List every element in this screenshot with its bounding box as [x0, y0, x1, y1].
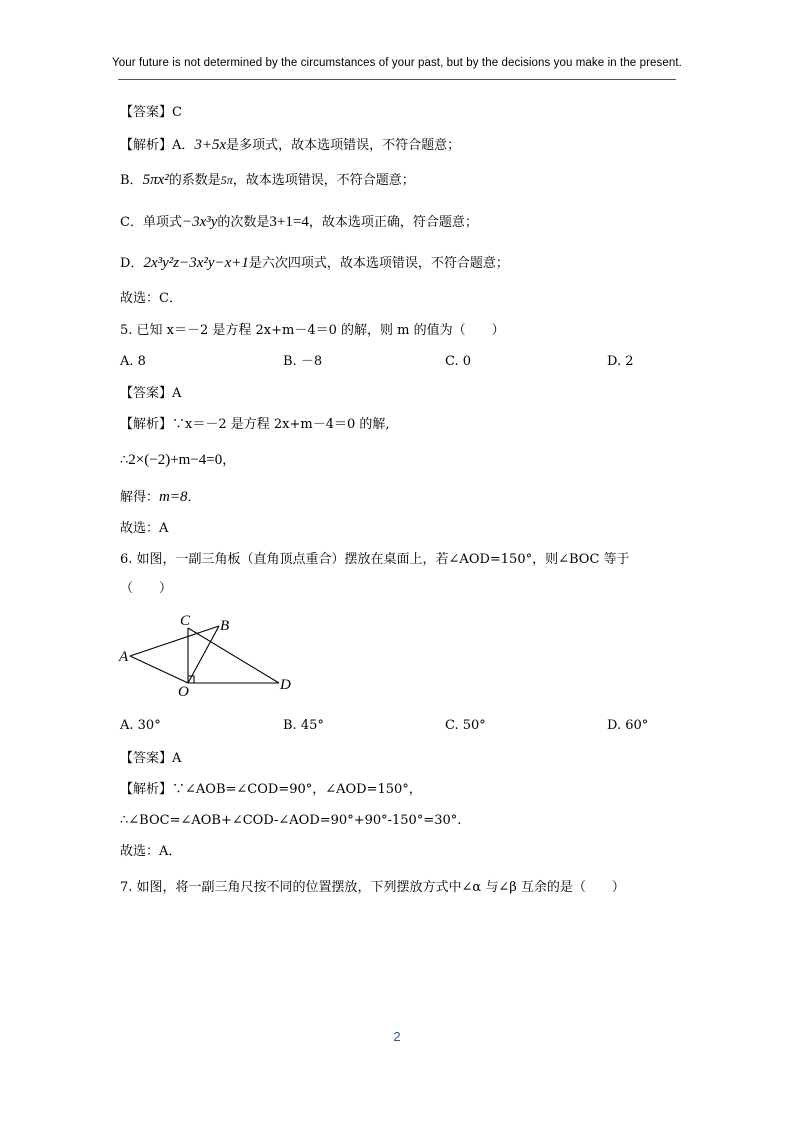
- q5-period: ．: [187, 490, 201, 505]
- q6-analysis-line2: ∴∠BOC=∠AOB+∠COD-∠AOD=90°+90°-150°=30°.: [120, 813, 462, 828]
- label-d: D: [280, 677, 291, 693]
- q4-analysis-d-suffix: 是六次四项式，故本选项错误，不符合题意；: [248, 256, 509, 271]
- q5-solution: m=8: [159, 489, 188, 505]
- q5-analysis-line1: 【解析】∵x＝－2 是方程 2x+m－4＝0 的解,: [120, 417, 390, 432]
- q4-analysis-d-math: 2x³y²z−3x²y−x+1: [143, 255, 249, 271]
- label-b: B: [220, 618, 230, 634]
- q6-option-b: B. 45°: [283, 718, 324, 733]
- q5-option-b: B. －8: [283, 354, 323, 369]
- header-motto: Your future is not determined by the circumstances of your past, but by the decisions you make in the present.: [112, 57, 682, 69]
- q6-answer: 【答案】A: [120, 751, 182, 766]
- q6-options: [120, 717, 680, 735]
- q5-option-d: D. 2: [607, 354, 634, 369]
- q5-answer: 【答案】A: [120, 386, 182, 401]
- q6-option-a: A. 30°: [120, 718, 161, 733]
- q6-triangle-figure: [118, 610, 298, 700]
- q4-analysis-a-suffix: 是多项式，故本选项错误，不符合题意；: [226, 138, 461, 153]
- label-a: A: [119, 649, 129, 665]
- q4-conclusion: 故选：C．: [120, 291, 182, 306]
- q4-analysis-b-math2: 5π: [220, 173, 233, 187]
- q6-option-d: D. 60°: [607, 718, 649, 733]
- q4-analysis-c-middle: 的次数是: [217, 215, 270, 230]
- line-cd: [188, 628, 279, 683]
- line-ao: [130, 656, 188, 683]
- q5-therefore: ∴: [120, 453, 129, 468]
- q4-analysis-a: [120, 136, 460, 155]
- q6-conclusion: 故选：A．: [120, 844, 182, 859]
- q5-equation: 2×(−2)+m−4=0: [128, 452, 223, 468]
- q5-options: [120, 353, 680, 371]
- header-rule: [118, 79, 676, 80]
- q4-analysis-a-math: 3+5x: [194, 137, 227, 153]
- q4-answer: 【答案】C: [120, 105, 182, 120]
- q6-analysis-line1: 【解析】∵∠AOB=∠COD=90°，∠AOD=150°，: [120, 782, 422, 797]
- q4-analysis-c-suffix: ，故本选项正确，符合题意；: [308, 215, 478, 230]
- q4-analysis-d-prefix: D．: [120, 256, 144, 271]
- q4-analysis-c-math2: 3+1=4: [269, 214, 309, 230]
- page-number: 2: [393, 1029, 401, 1044]
- q4-analysis-b-math: 5πx²: [142, 172, 169, 188]
- q4-analysis-a-prefix: 【解析】A．: [120, 138, 195, 153]
- q5-stem: 5. 已知 x＝－2 是方程 2x+m－4＝0 的解，则 m 的值为（ ）: [120, 323, 505, 338]
- q4-analysis-d: [120, 254, 509, 273]
- q7-stem: 7. 如图，将一副三角尺按不同的位置摆放，下列摆放方式中∠α 与∠β 互余的是（ ）: [120, 880, 625, 895]
- q4-analysis-c-math: −3x³y: [181, 214, 218, 230]
- q5-analysis-line2: [120, 451, 235, 470]
- q5-comma: ，: [222, 453, 236, 468]
- q6-stem-line2: （ ）: [120, 581, 173, 596]
- q5-option-c: C. 0: [445, 354, 472, 369]
- q4-analysis-b-suffix: ，故本选项错误，不符合题意；: [232, 173, 415, 188]
- q4-analysis-b: [120, 171, 415, 190]
- q6-stem-line1: 6. 如图，一副三角板（直角顶点重合）摆放在桌面上，若∠AOD=150°，则∠BOC 等于: [120, 552, 630, 567]
- q4-analysis-c-prefix: C．单项式: [120, 215, 182, 230]
- q4-analysis-b-prefix: B．: [120, 173, 143, 188]
- q4-analysis-b-middle: 的系数是: [168, 173, 221, 188]
- label-c: C: [180, 613, 191, 629]
- q5-option-a: A. 8: [120, 354, 146, 369]
- label-o: O: [178, 684, 189, 700]
- q5-analysis-line3: [120, 488, 201, 507]
- q5-conclusion: 故选：A: [120, 521, 169, 536]
- q6-option-c: C. 50°: [445, 718, 486, 733]
- q5-solve-label: 解得：: [120, 490, 160, 505]
- q4-analysis-c: [120, 213, 478, 232]
